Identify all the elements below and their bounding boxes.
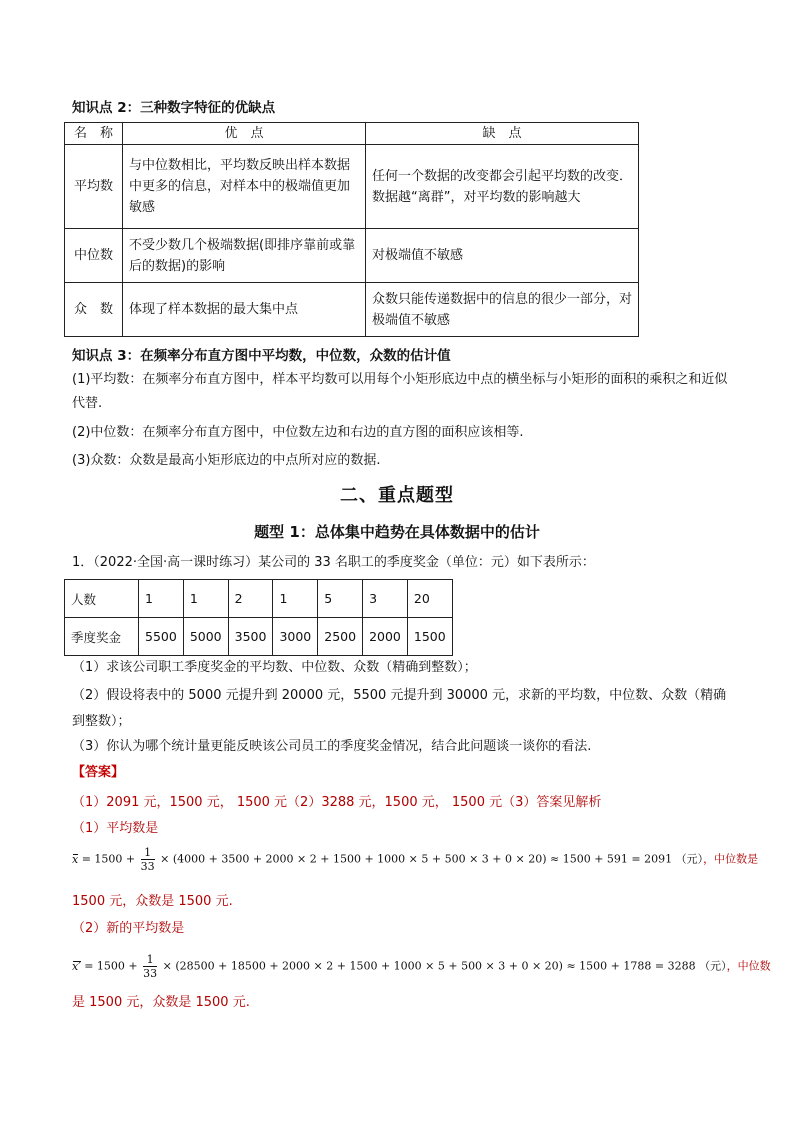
kp3-mean-text: (1)平均数：在频率分布直方图中，样本平均数可以用每个小矩形底边中点的横坐标与小矩形的面积的乘积之和近似代替. [72,372,728,411]
answer-summary: （1）2091 元，1500 元， 1500 元（2）3288 元，1500 元， 1500 元（3）答案见解析 [72,795,602,810]
bonus-table [64,579,453,656]
question-type-title: 题型 1：总体集中趋势在具体数据中的估计 [254,523,540,541]
solution-2-end: 是 1500 元，众数是 1500 元. [72,995,250,1010]
table-cell: 3 [363,580,408,618]
question-1-part-2: （2）假设将表中的 5000 元提升到 20000 元，5500 元提升到 30000 元，求新的平均数，中位数、众数（精确到整数）； [72,688,727,729]
row-label: 人数 [65,580,139,618]
table-row [65,145,639,229]
table-cell: 2500 [318,618,363,656]
table-cell: 1 [183,580,228,618]
comparison-table-header [65,123,639,145]
table-cell: 3500 [228,618,273,656]
row-name: 平均数 [65,145,123,229]
formula-tail: ，中位数是 [703,852,759,866]
knowledge-point-2-title: 知识点 2：三种数字特征的优缺点 [72,100,276,116]
row-pro: 与中位数相比，平均数反映出样本数据中更多的信息，对样本中的极端值更加敏感 [123,145,366,229]
formula-tail: ，中位数 [726,959,771,973]
fraction-numerator: 1 [141,846,155,860]
table-cell: 2 [228,580,273,618]
comparison-table [64,122,639,337]
table-row [65,618,453,656]
table-cell: 5500 [139,618,184,656]
formula-prefix: = 1500 + [84,959,138,973]
knowledge-point-3-title: 知识点 3：在频率分布直方图中平均数，中位数，众数的估计值 [72,348,451,364]
fraction [141,846,155,873]
row-con: 对极端值不敏感 [366,229,639,283]
row-name: 中位数 [65,229,123,283]
formula-mean [72,846,758,873]
table-cell: 1 [139,580,184,618]
section-title: 二、重点题型 [340,485,454,506]
table-cell: 20 [407,580,452,618]
question-1-part-3: （3）你认为哪个统计量更能反映该公司员工的季度奖金情况，结合此问题谈一谈你的看法. [72,739,592,754]
row-con: 任何一个数据的改变都会引起平均数的改变．数据越“离群”，对平均数的影响越大 [366,145,639,229]
formula-unit: （元） [675,852,704,866]
x-bar-symbol: x [72,852,79,866]
header-con: 缺 点 [366,123,639,145]
fraction-numerator: 1 [143,953,157,967]
table-cell: 1500 [407,618,452,656]
formula-prefix: = 1500 + [81,852,136,866]
table-cell: 1 [273,580,318,618]
answer-label: 【答案】 [72,765,125,780]
table-cell: 2000 [363,618,408,656]
question-1-part-1: （1）求该公司职工季度奖金的平均数、中位数、众数（精确到整数）； [72,660,477,675]
header-pro: 优 点 [123,123,366,145]
header-name: 名 称 [65,123,123,145]
table-cell: 5 [318,580,363,618]
row-pro: 体现了样本数据的最大集中点 [123,283,366,337]
formula-unit: （元） [699,959,727,973]
table-cell: 3000 [273,618,318,656]
solution-1-heading: （1）平均数是 [72,821,159,836]
formula-body: × (28500 + 18500 + 2000 × 2 + 1500 + 1000 × 5 + 500 × 3 + 0 × 20) ≈ 1500 + 1788 = 3288 [162,959,696,973]
row-name: 众 数 [65,283,123,337]
solution-1-end: 1500 元，众数是 1500 元. [72,894,233,909]
row-con: 众数只能传递数据中的信息的很少一部分，对极端值不敏感 [366,283,639,337]
table-row [65,229,639,283]
x-bar-prime-symbol: x′ [72,959,81,973]
solution-2-heading: （2）新的平均数是 [72,921,185,936]
row-label: 季度奖金 [65,618,139,656]
fraction-denominator: 33 [140,860,155,873]
fraction [143,953,157,980]
table-row [65,283,639,337]
table-row [65,580,453,618]
table-cell: 5000 [183,618,228,656]
formula-new-mean [72,953,771,980]
kp3-median-text: (2)中位数：在频率分布直方图中，中位数左边和右边的直方图的面积应该相等. [72,425,524,440]
question-1-stem: 1．（2022·全国·高一课时练习）某公司的 33 名职工的季度奖金（单位：元）如下表所示： [72,555,595,570]
fraction-denominator: 33 [143,967,158,980]
kp3-mode-text: (3)众数：众数是最高小矩形底边的中点所对应的数据. [72,453,381,468]
formula-body: × (4000 + 3500 + 2000 × 2 + 1500 + 1000 × 5 + 500 × 3 + 0 × 20) ≈ 1500 + 591 = 2091 [160,852,673,866]
row-pro: 不受少数几个极端数据(即排序靠前或靠后的数据)的影响 [123,229,366,283]
